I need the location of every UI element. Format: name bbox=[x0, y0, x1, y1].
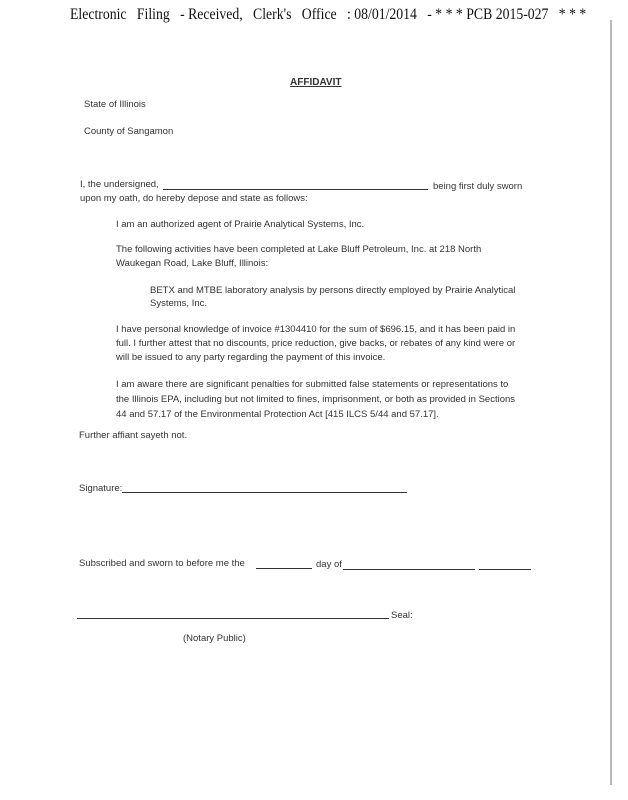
header-filing: Filing bbox=[136, 6, 170, 23]
header-date: : 08/01/2014 bbox=[346, 6, 417, 23]
analysis-line1: BETX and MTBE laboratory analysis by persons directly employed by Prairie Analytical bbox=[150, 285, 516, 296]
header-received: - Received, bbox=[180, 6, 243, 23]
name-blank-line bbox=[163, 189, 428, 190]
seal-label: Seal: bbox=[391, 610, 413, 621]
day-blank-line[interactable] bbox=[256, 568, 312, 569]
knowledge-line2: full. I further attest that no discounts, price reduction, give backs, or rebates of any kind were or bbox=[116, 338, 516, 349]
intro-line2: upon my oath, do hereby depose and state as follows: bbox=[80, 193, 308, 204]
filing-header bbox=[70, 6, 593, 24]
day-of-label: day of bbox=[316, 559, 342, 570]
header-office: Office bbox=[301, 6, 337, 23]
year-blank-line[interactable] bbox=[479, 569, 531, 570]
activities-line1: The following activities have been completed at Lake Bluff Petroleum, Inc. at 218 North bbox=[116, 244, 482, 255]
county-line: County of Sangamon bbox=[84, 126, 174, 137]
intro-start: I, the undersigned, bbox=[80, 179, 159, 190]
penalties-line1: I am aware there are significant penalties for submitted false statements or representations to bbox=[116, 379, 509, 390]
header-case: - * * * PCB 2015-027 bbox=[427, 6, 549, 23]
notary-label: (Notary Public) bbox=[183, 633, 246, 644]
intro-end: being first duly sworn bbox=[433, 181, 523, 192]
penalties-line2: the Illinois EPA, including but not limited to fines, imprisonment, or both as provided in Sections bbox=[116, 394, 516, 405]
notary-line[interactable] bbox=[77, 618, 389, 619]
knowledge-line1: I have personal knowledge of invoice #1304410 for the sum of $696.15, and it has been paid in bbox=[116, 324, 516, 335]
page-title: AFFIDAVIT bbox=[290, 77, 342, 88]
header-stars: * * * bbox=[558, 6, 587, 23]
further-affiant: Further affiant sayeth not. bbox=[79, 430, 188, 441]
subscribed-text: Subscribed and sworn to before me the bbox=[79, 558, 245, 569]
signature-label: Signature: bbox=[79, 483, 123, 494]
scan-edge-shadow bbox=[610, 20, 612, 785]
knowledge-line3: will be issued to any party regarding the payment of this invoice. bbox=[116, 352, 386, 363]
header-electronic: Electronic bbox=[70, 6, 127, 23]
state-line: State of Illinois bbox=[84, 99, 146, 110]
analysis-line2: Systems, Inc. bbox=[150, 298, 208, 309]
header-clerks: Clerk's bbox=[253, 6, 292, 23]
agent-statement: I am an authorized agent of Prairie Analytical Systems, Inc. bbox=[116, 219, 365, 230]
penalties-line3: 44 and 57.17 of the Environmental Protection Act [415 ILCS 5/44 and 57.17]. bbox=[116, 409, 439, 420]
activities-line2: Waukegan Road, Lake Bluff, Illinois: bbox=[116, 258, 269, 269]
signature-line[interactable] bbox=[122, 492, 407, 493]
month-blank-line[interactable] bbox=[343, 569, 475, 570]
